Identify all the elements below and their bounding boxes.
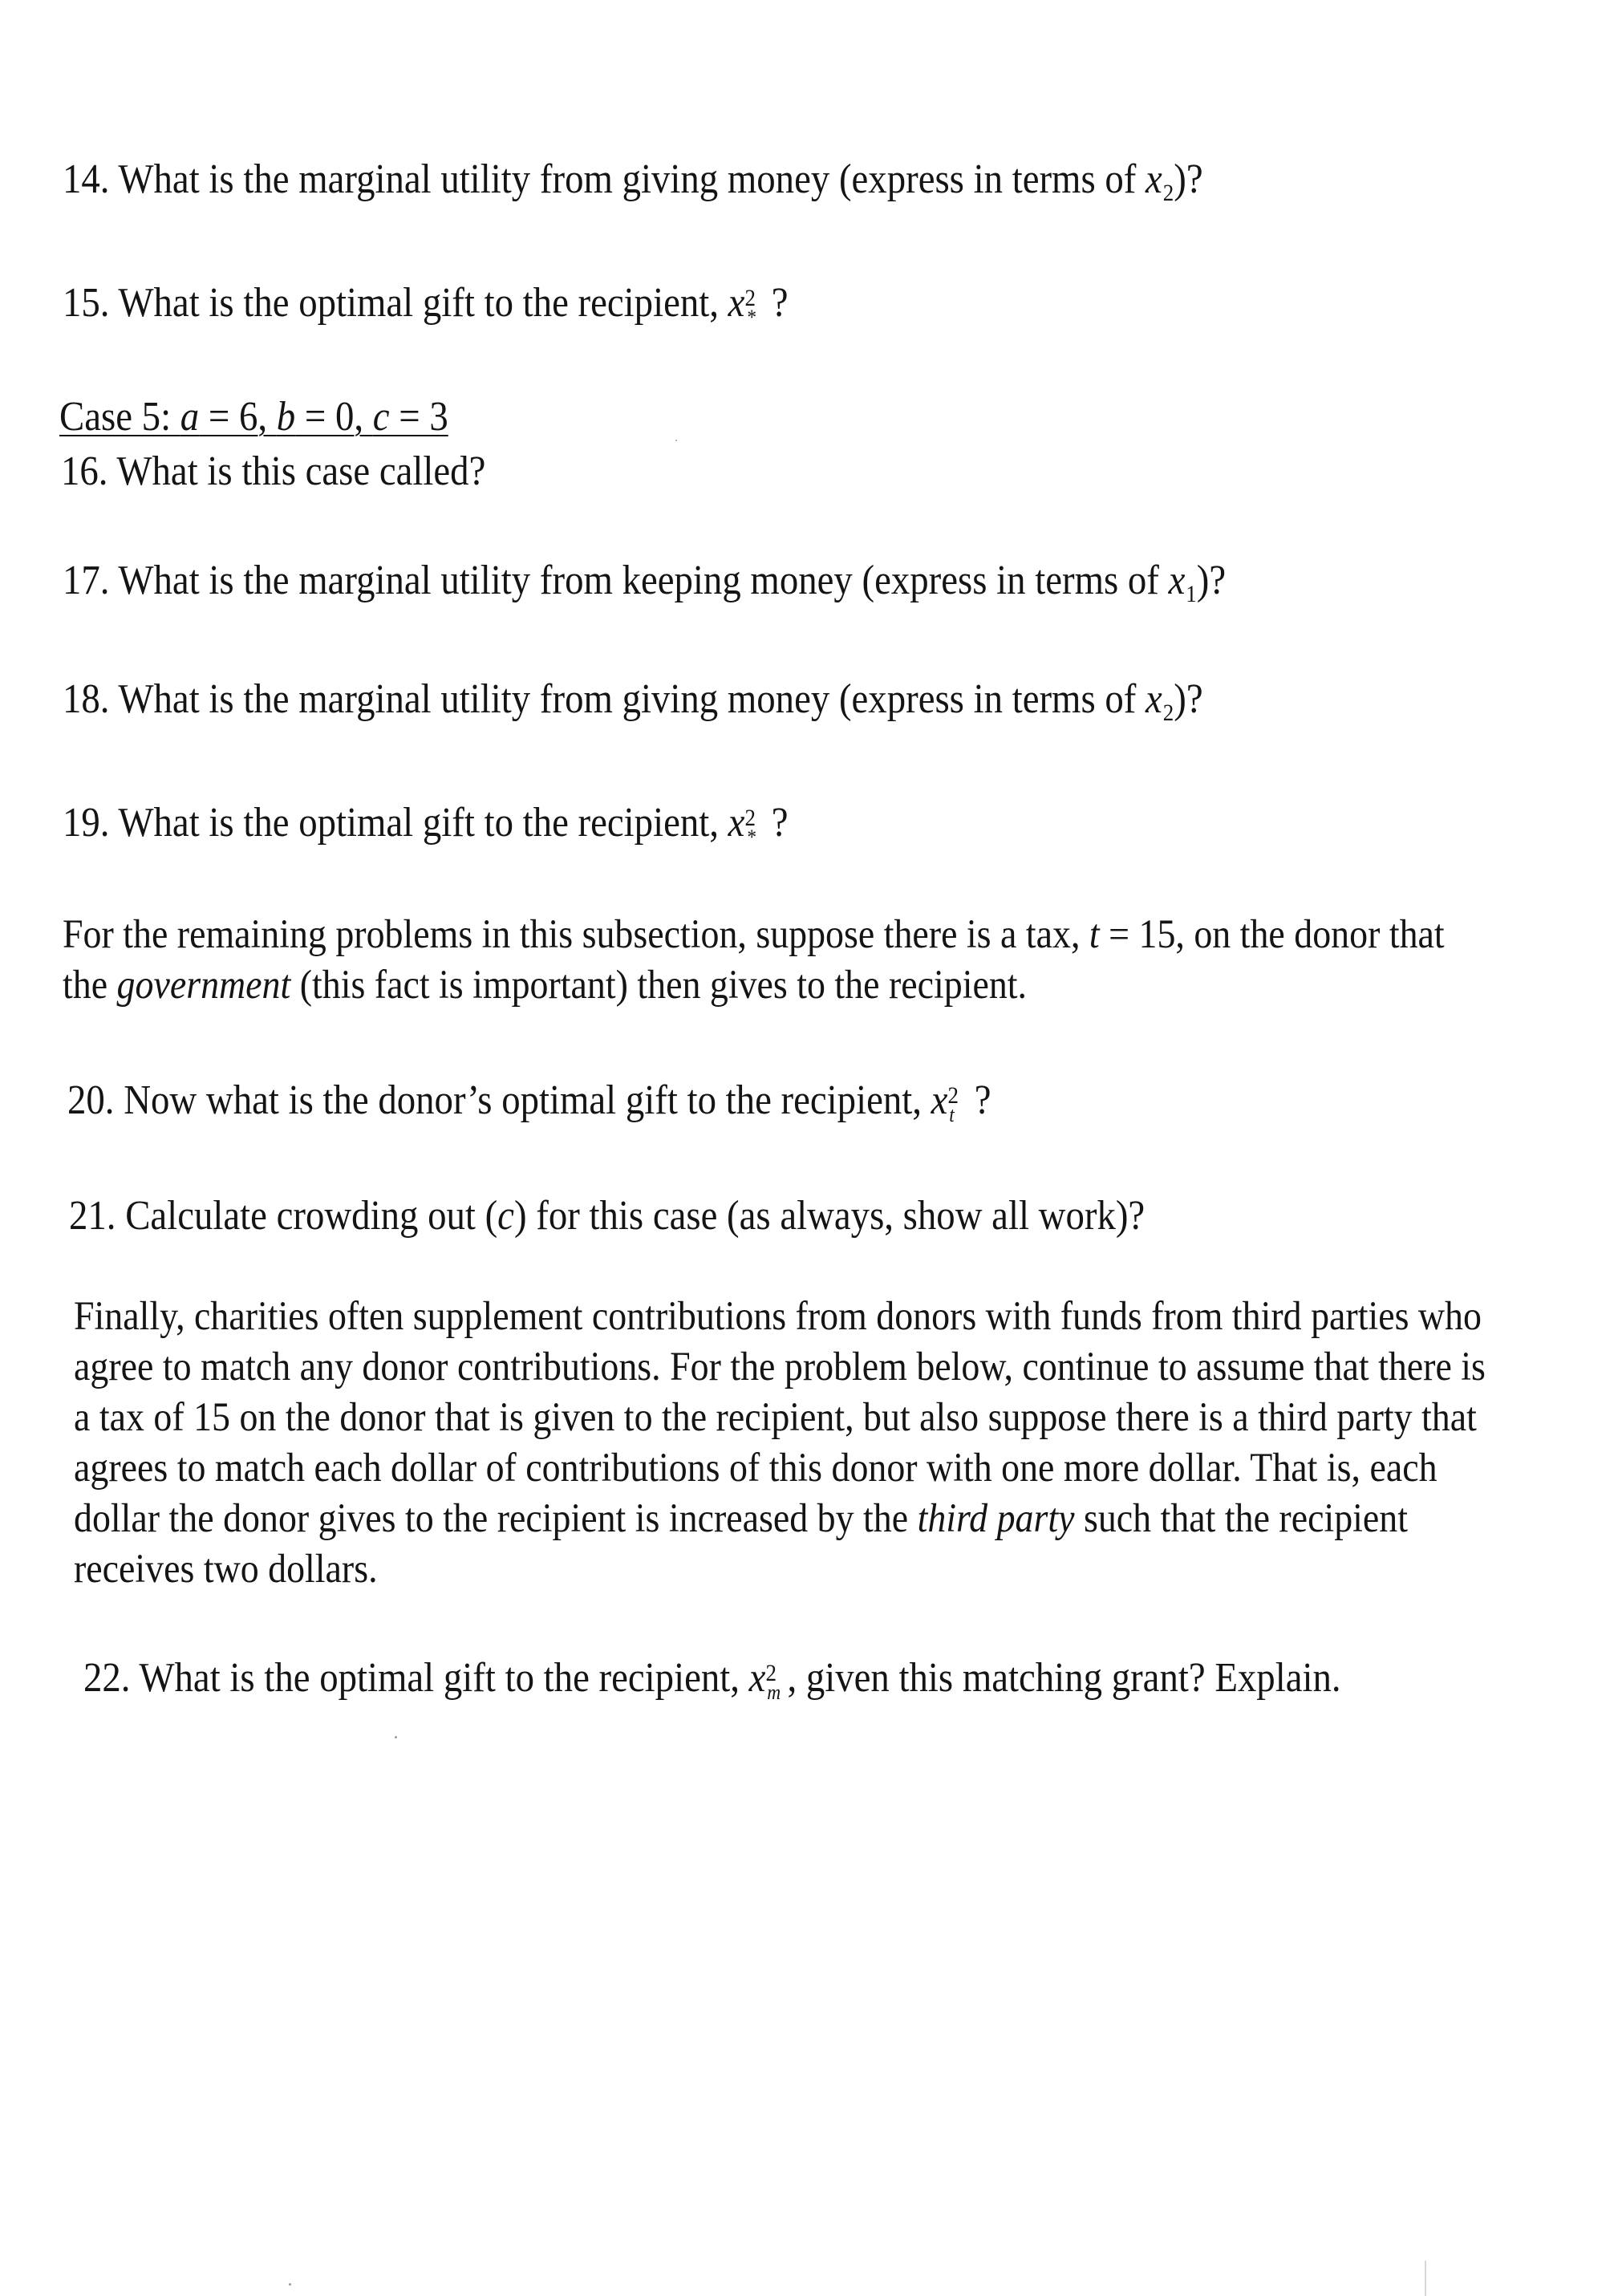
question-14-subscript: 2 — [1162, 180, 1174, 206]
matching-paragraph-line-1: Finally, charities often supplement contributions from donors with funds from third parties who — [74, 1294, 1482, 1339]
question-22-text: 22. What is the optimal gift to the recipient, — [83, 1655, 749, 1701]
tax-paragraph — [63, 910, 1598, 1011]
question-19-subscript: 2 — [744, 805, 756, 831]
third-party-emphasis: third party — [917, 1496, 1075, 1541]
case-5-label: Case 5: — [59, 394, 180, 440]
matching-paragraph-line-6: receives two dollars. — [74, 1547, 378, 1592]
question-18-subscript: 2 — [1162, 700, 1174, 726]
case-5-heading — [59, 391, 448, 443]
question-22-subscript: 2 — [765, 1660, 777, 1686]
case-5-c-value: = 3 — [389, 394, 448, 440]
tax-paragraph-line-1: For the remaining problems in this subsection, suppose there is a tax, t = 15, on the donor that — [63, 912, 1445, 957]
question-16 — [61, 446, 485, 497]
question-16-text: 16. What is this case called? — [61, 448, 486, 494]
scan-edge-mark — [1425, 2261, 1426, 2296]
question-22-end: , given this matching grant? Explain. — [787, 1655, 1341, 1701]
question-19 — [63, 797, 789, 849]
question-21 — [69, 1191, 1145, 1242]
question-20-subscript: 2 — [947, 1082, 959, 1109]
question-17 — [63, 555, 1226, 620]
scan-speck — [395, 1736, 397, 1738]
question-21-end: ) for this case (as always, show all work)? — [513, 1193, 1146, 1239]
question-20-variable: x — [931, 1077, 948, 1123]
question-22 — [83, 1653, 1341, 1704]
question-15-subscript: 2 — [744, 285, 756, 311]
question-19-superscript: * — [746, 826, 756, 849]
case-5-c-var: c — [372, 394, 390, 440]
question-21-variable: c — [497, 1193, 514, 1239]
question-19-end: ? — [762, 800, 789, 846]
question-15-text: 15. What is the optimal gift to the recipient, — [63, 280, 728, 326]
question-18-end: )? — [1174, 676, 1203, 722]
question-14-end: )? — [1174, 156, 1203, 202]
question-18-text: 18. What is the marginal utility from giving money (express in terms of — [63, 676, 1146, 722]
question-21-text: 21. Calculate crowding out ( — [69, 1193, 498, 1239]
question-20-end: ? — [965, 1077, 991, 1123]
scan-speck — [289, 2283, 291, 2286]
question-14 — [63, 154, 1203, 219]
question-20 — [67, 1075, 991, 1126]
question-18-variable: x — [1146, 676, 1162, 722]
question-14-variable: x — [1146, 156, 1162, 202]
question-17-text: 17. What is the marginal utility from keeping money (express in terms of — [63, 558, 1169, 603]
case-5-b-var: b — [276, 394, 296, 440]
matching-paragraph — [74, 1292, 1622, 1595]
matching-paragraph-line-3: a tax of 15 on the donor that is given to the recipient, but also suppose there is a third party that — [74, 1395, 1477, 1440]
question-22-superscript: m — [767, 1681, 781, 1704]
question-19-variable: x — [728, 800, 745, 846]
question-22-variable: x — [748, 1655, 766, 1701]
government-emphasis: government — [116, 963, 291, 1008]
matching-paragraph-line-2: agree to match any donor contributions. For the problem below, continue to assume that there is — [74, 1345, 1486, 1389]
case-5-b-value: = 0, — [295, 394, 373, 440]
matching-paragraph-line-4: agrees to match each dollar of contributions of this donor with one more dollar. That is, each — [74, 1446, 1437, 1491]
question-18 — [63, 674, 1203, 739]
question-17-variable: x — [1168, 558, 1186, 603]
question-17-subscript: 1 — [1186, 581, 1197, 607]
question-20-text: 20. Now what is the donor’s optimal gift to the recipient, — [67, 1077, 931, 1123]
question-14-text: 14. What is the marginal utility from giving money (express in terms of — [63, 156, 1146, 202]
question-19-text: 19. What is the optimal gift to the recipient, — [63, 800, 728, 846]
tax-paragraph-line-2: the government (this fact is important) then gives to the recipient. — [63, 963, 1028, 1008]
matching-paragraph-line-5: dollar the donor gives to the recipient is increased by the third party such that the recipient — [74, 1496, 1409, 1541]
question-20-superscript: t — [949, 1103, 955, 1126]
case-5-a-var: a — [180, 394, 200, 440]
question-17-end: )? — [1196, 558, 1227, 603]
question-15-end: ? — [762, 280, 789, 326]
question-15 — [63, 278, 789, 329]
question-15-superscript: * — [746, 306, 756, 329]
question-15-variable: x — [728, 280, 745, 326]
scan-speck — [675, 440, 677, 441]
tax-variable: t — [1089, 912, 1100, 957]
case-5-a-value: = 6, — [199, 394, 277, 440]
